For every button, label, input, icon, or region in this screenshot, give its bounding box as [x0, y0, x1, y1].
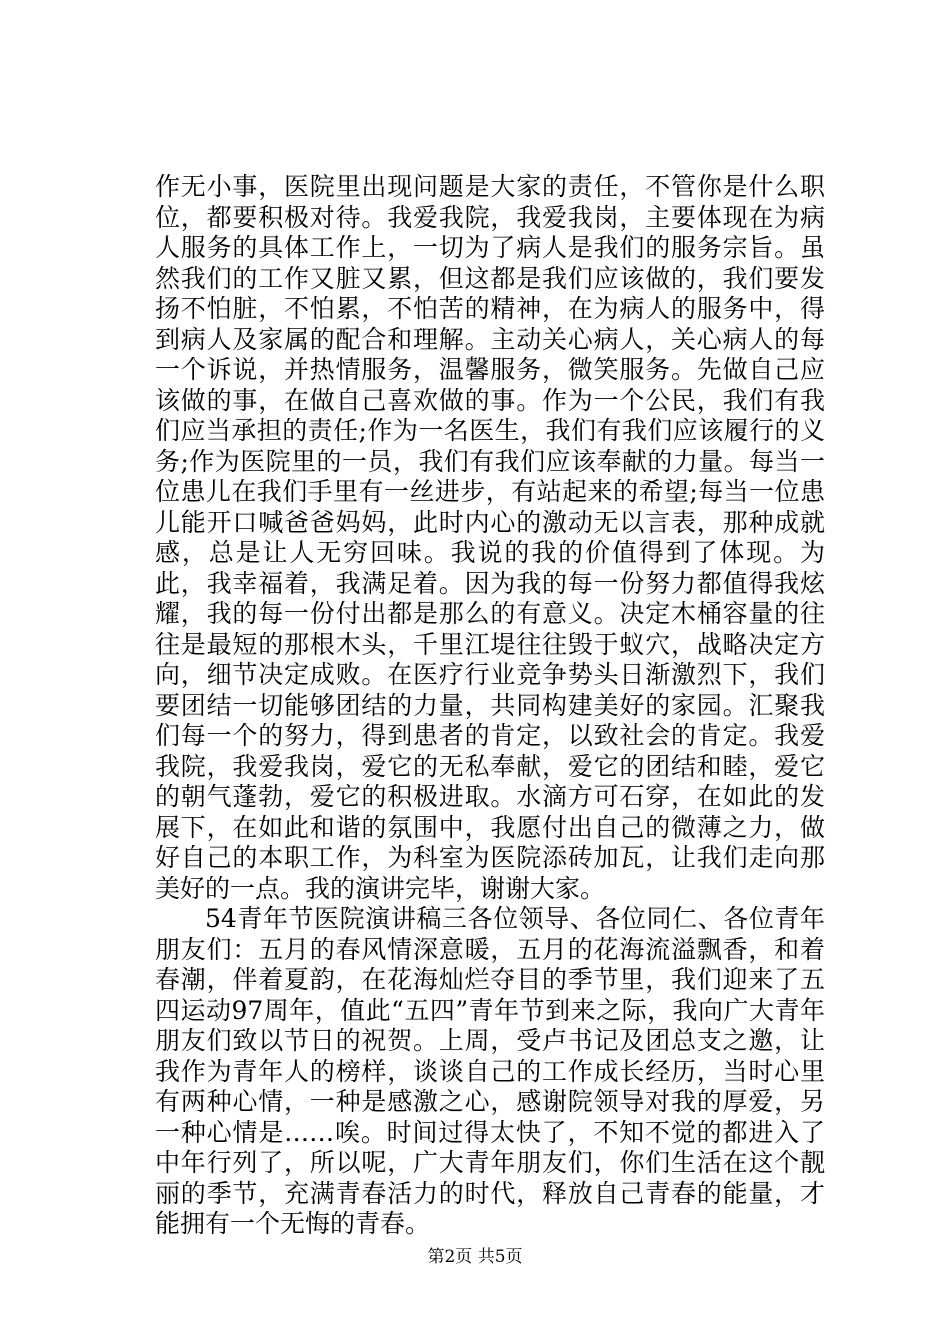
- paragraph-speech-three: 54青年节医院演讲稿三各位领导、各位同仁、各位青年朋友们：五月的春风情深意暖，五月的花海流溢飘香，和着春潮，伴着夏韵，在花海灿烂夺目的季节里，我们迎来了五四运动97周年，值此“五四”青年节到来之际，我向广大青年朋友们致以节日的祝贺。上周，受卢书记及团总支之邀，让我作为青年人的榜样，谈谈自己的工作成长经历，当时心里有两种心情，一种是感激之心，感谢院领导对我的厚爱，另一种心情是……唉。时间过得太快了，不知不觉的都进入了中年行列了，所以呢，广大青年朋友们，你们生活在这个靓丽的季节，充满青春活力的时代，释放自己青春的能量，才能拥有一个无悔的青春。: [155, 904, 825, 1238]
- page-footer: [0, 1247, 950, 1267]
- page-number: 第2页 共5页: [427, 1247, 523, 1267]
- document-body: [155, 172, 825, 1240]
- paragraph-continued: 作无小事，医院里出现问题是大家的责任，不管你是什么职位，都要积极对待。我爱我院，我爱我岗，主要体现在为病人服务的具体工作上，一切为了病人是我们的服务宗旨。虽然我们的工作又脏又累，但这都是我们应该做的，我们要发扬不怕脏，不怕累，不怕苦的精神，在为病人的服务中，得到病人及家属的配合和理解。主动关心病人，关心病人的每一个诉说，并热情服务，温馨服务，微笑服务。先做自己应该做的事，在做自己喜欢做的事。作为一个公民，我们有我们应当承担的责任;作为一名医生，我们有我们应该履行的义务;作为医院里的一员，我们有我们应该奉献的力量。每当一位患儿在我们手里有一丝进步，有站起来的希望;每当一位患儿能开口喊爸爸妈妈，此时内心的激动无以言表，那种成就感，总是让人无穷回味。我说的我的价值得到了体现。为此，我幸福着，我满足着。因为我的每一份努力都值得我炫耀，我的每一份付出都是那么的有意义。决定木桶容量的往往是最短的那根木头，千里江堤往往毁于蚁穴，战略决定方向，细节决定成败。在医疗行业竞争势头日渐激烈下，我们要团结一切能够团结的力量，共同构建美好的家园。汇聚我们每一个的努力，得到患者的肯定，以致社会的肯定。我爱我院，我爱我岗，爱它的无私奉献，爱它的团结和睦，爱它的朝气蓬勃，爱它的积极进取。水滴方可石穿，在如此的发展下，在如此和谐的氛围中，我愿付出自己的微薄之力，做好自己的本职工作，为科室为医院添砖加瓦，让我们走向那美好的一点。我的演讲完毕，谢谢大家。: [155, 172, 825, 903]
